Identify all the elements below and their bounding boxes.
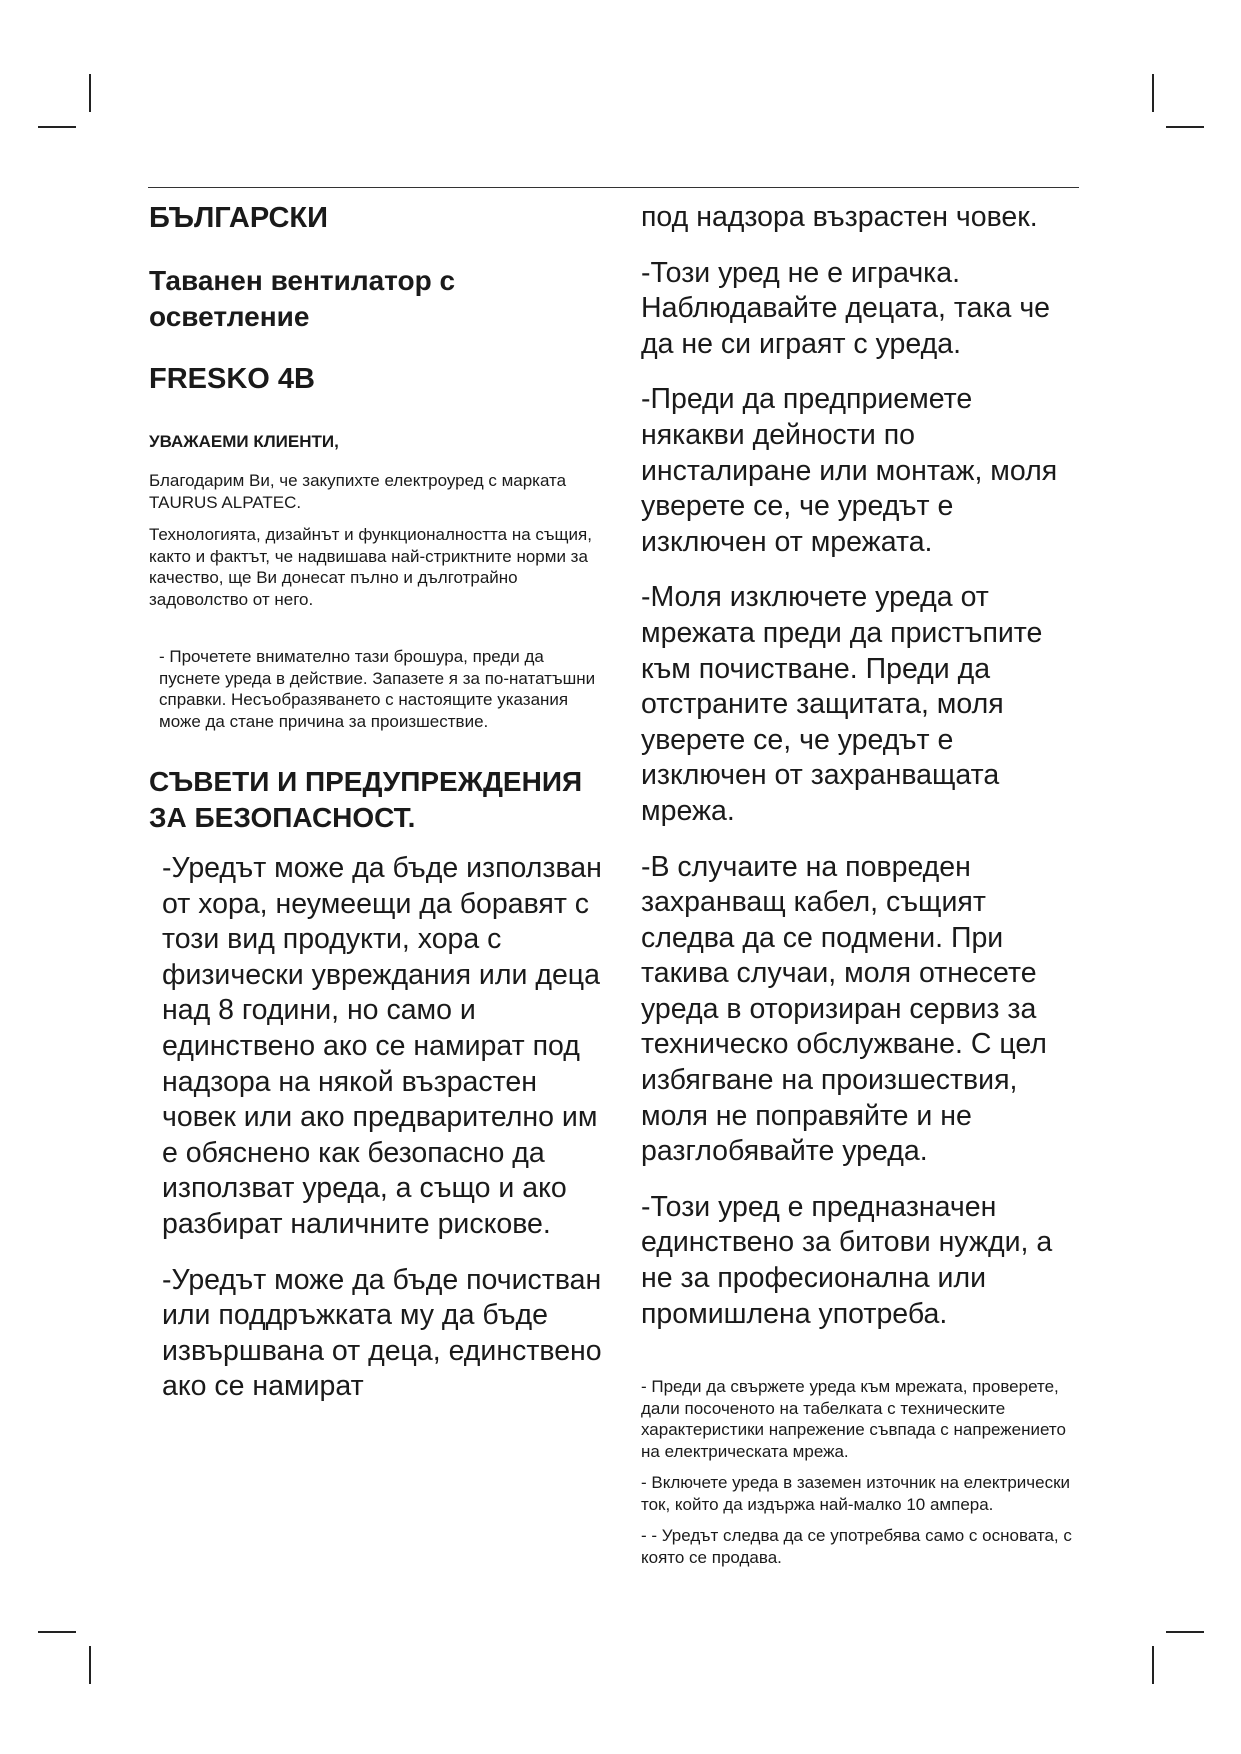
crop-mark-bottom-left — [38, 1631, 76, 1633]
header-rule — [148, 187, 1079, 188]
left-column — [149, 200, 609, 1425]
read-manual-note: - Прочетете внимателно тази брошура, преди да пуснете уреда в действие. Запазете я за по-нататъшни справки. Несъобразяването с настоящите указания може да стане причина за произшествие. — [159, 647, 596, 731]
crop-mark-top-right — [1152, 74, 1154, 112]
model-name: FRESKO 4B — [149, 363, 315, 395]
safety-item-continued: под надзора възрастен човек. — [641, 201, 1038, 233]
intro-paragraph: Технологията, дизайнът и функционалността на същия, както и фактът, че надвишава най-стриктните норми за качество, ще Ви донесат пълно и дълготрайно задоволство от него. — [149, 525, 592, 609]
crop-mark-top-left — [38, 126, 76, 128]
safety-item: -Моля изключете уреда от мрежата преди да пристъпите към почистване. Преди да отстраните защитата, моля уверете се, че уредът е изключен от захранващата мрежа. — [641, 581, 1043, 827]
safety-heading: СЪВЕТИ И ПРЕДУПРЕЖДЕНИЯ ЗА БЕЗОПАСНОСТ. — [149, 766, 583, 833]
safety-item: -Уредът може да бъде почистван или поддръжката му да бъде извършвана от деца, единствено ако се намират — [162, 1263, 602, 1403]
intro-paragraph: Благодарим Ви, че закупихте електроуред с марката TAURUS ALPATEC. — [149, 471, 567, 512]
safety-item: -Преди да предприемете някакви дейности по инсталиране или монтаж, моля уверете се, че уредът е изключен от мрежата. — [641, 383, 1058, 558]
crop-mark-top-left — [89, 74, 91, 112]
safety-item: -Този уред не е играчка. Наблюдавайте децата, така че да не си играят с уреда. — [641, 256, 1051, 360]
crop-mark-bottom-right — [1152, 1646, 1154, 1684]
safety-item: -Уредът може да бъде използван от хора, неумеещи да боравят с този вид продукти, хора с физически увреждания или деца над 8 години, но само и единствено ако се намират под надзора на някой възрастен човек или ако предварително им е обяснено как безопасно да използват уреда, а също и ако разбират наличните рискове. — [162, 852, 602, 1240]
safety-item: -В случаите на повреден захранващ кабел, същият следва да се подмени. При такива случаи, моля отнесете уреда в оторизиран сервиз за техническо обслужване. С цел избягване на произшествия, моля не поправяйте и не разглобявайте уреда. — [641, 850, 1047, 1168]
product-title: Таванен вентилатор с осветление — [149, 265, 456, 332]
greeting: УВАЖАЕМИ КЛИЕНТИ, — [149, 432, 339, 451]
crop-mark-top-right — [1166, 126, 1204, 128]
crop-mark-bottom-left — [89, 1646, 91, 1684]
right-column — [641, 200, 1081, 1578]
electrical-note: - Преди да свържете уреда към мрежата, проверете, дали посоченото на табелката с техническите характеристики напрежение съвпада с напрежението на електрическата мрежа. — [641, 1377, 1066, 1461]
crop-mark-bottom-right — [1166, 1631, 1204, 1633]
electrical-note: - Включете уреда в заземен източник на електрически ток, който да издържа най-малко 10 ампера. — [641, 1473, 1071, 1514]
electrical-note: - - Уредът следва да се употребява само с основата, с която се продава. — [641, 1526, 1072, 1567]
safety-item: -Този уред е предназначен единствено за битови нужди, а не за професионална или промишлена употреба. — [641, 1190, 1053, 1330]
language-heading: БЪЛГАРСКИ — [149, 202, 328, 234]
